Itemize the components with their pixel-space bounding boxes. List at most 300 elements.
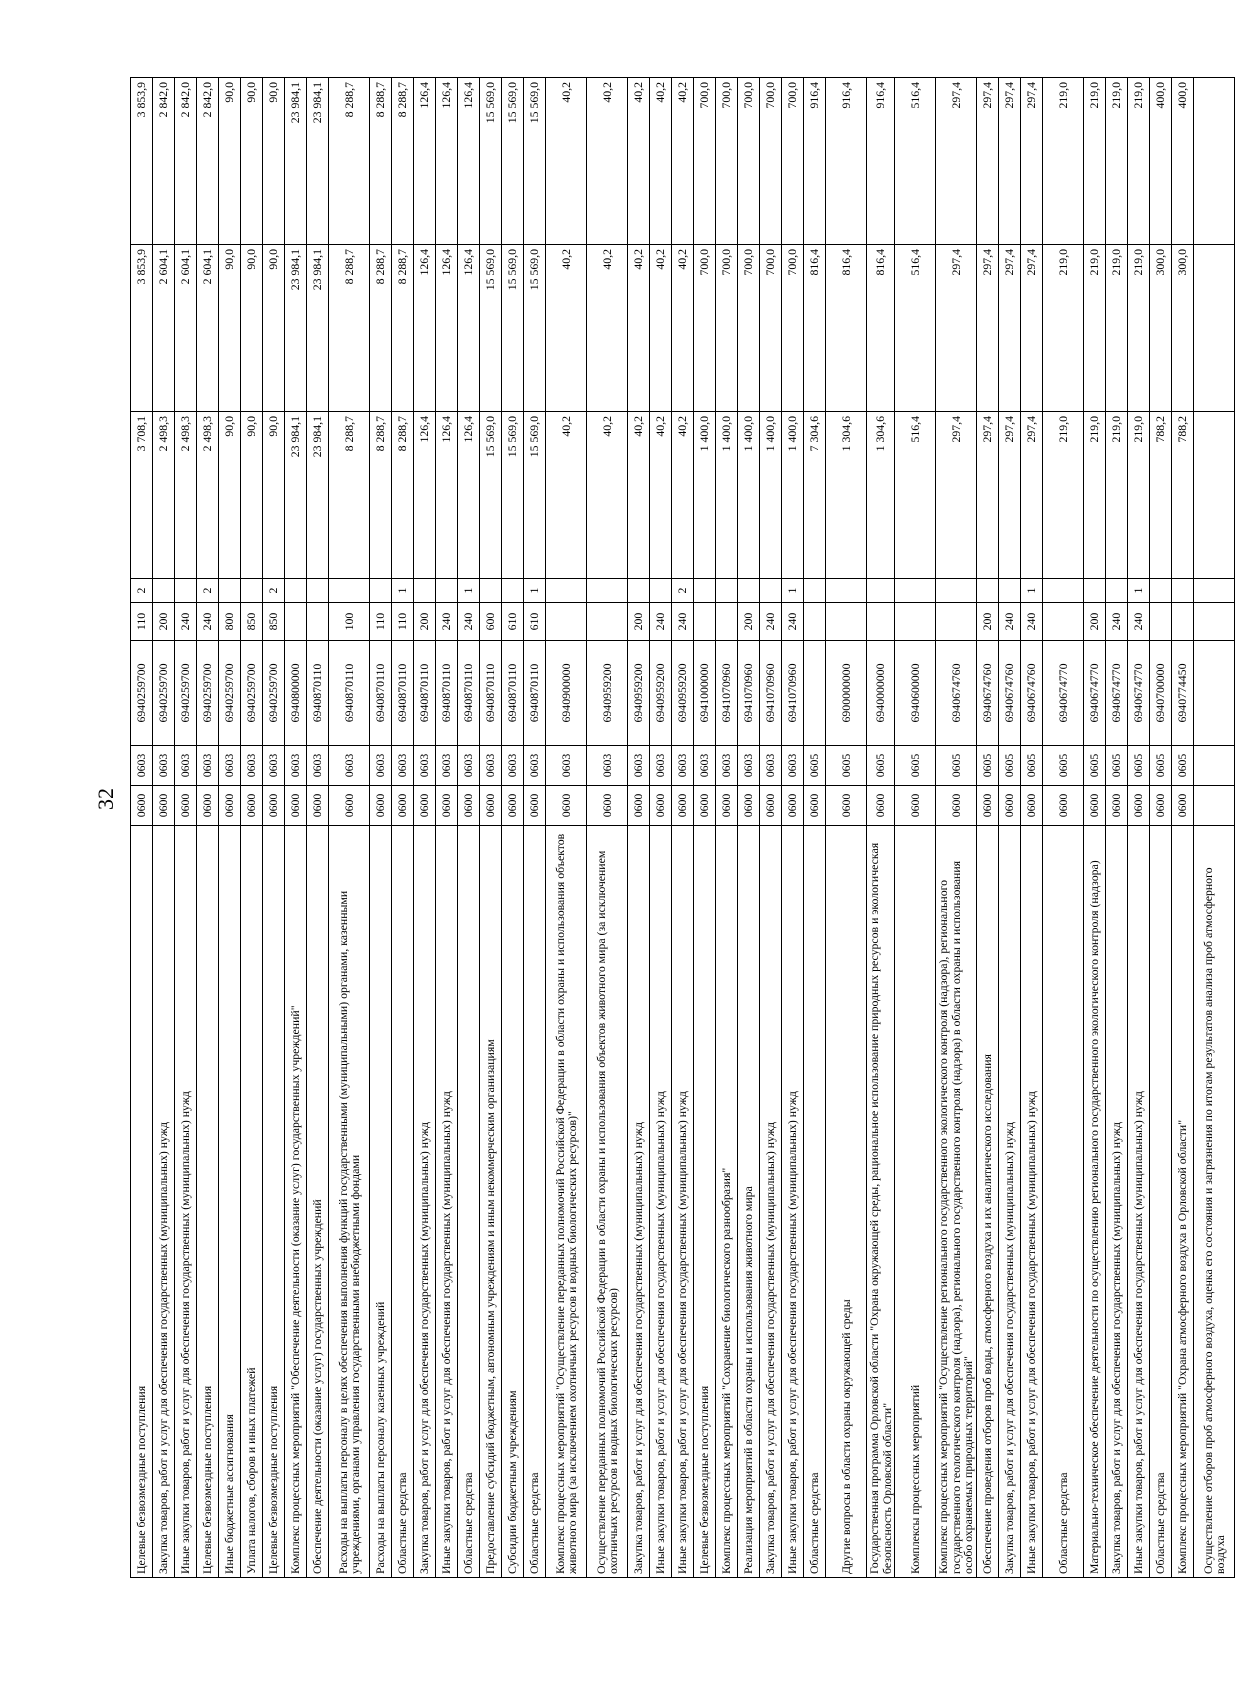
expense-type-code: [694, 603, 716, 641]
expense-type-code: 240: [1021, 603, 1043, 641]
table-row: [628, 78, 650, 1578]
table-row: [1084, 78, 1106, 1578]
amount-year-1: 15 569,0: [502, 412, 524, 579]
subsection-code: 0603: [738, 746, 760, 786]
amount-year-1: 40,2: [628, 412, 650, 579]
section-code: 0600: [826, 786, 867, 826]
amount-year-3: 219,0: [1084, 78, 1106, 245]
funds-type-code: [999, 579, 1021, 603]
amount-year-3: 700,0: [760, 78, 782, 245]
table-row: [1150, 78, 1172, 1578]
amount-year-2: 219,0: [1084, 245, 1106, 412]
amount-year-1: 297,4: [936, 412, 977, 579]
target-article-code: 6940959200: [628, 641, 650, 746]
funds-type-code: [153, 579, 175, 603]
expense-type-code: [1150, 603, 1172, 641]
section-code: 0600: [219, 786, 241, 826]
section-code: 0600: [1043, 786, 1084, 826]
table-row: [197, 78, 219, 1578]
table-row: [329, 78, 370, 1578]
section-code: 0600: [1150, 786, 1172, 826]
section-code: 0600: [197, 786, 219, 826]
section-code: 0600: [329, 786, 370, 826]
section-code: 0600: [153, 786, 175, 826]
target-article-code: 6940000000: [867, 641, 895, 746]
amount-year-2: 700,0: [738, 245, 760, 412]
table-row: [1043, 78, 1084, 1578]
section-code: 0600: [895, 786, 936, 826]
section-code: 0600: [804, 786, 826, 826]
subsection-code: 0605: [804, 746, 826, 786]
amount-year-2: 90,0: [263, 245, 285, 412]
section-code: 0600: [524, 786, 546, 826]
row-name: Закупка товаров, работ и услуг для обеспечения государственных (муниципальных) нужд: [628, 826, 650, 1578]
amount-year-2: 816,4: [826, 245, 867, 412]
expense-type-code: 200: [153, 603, 175, 641]
row-name: Иные закупки товаров, работ и услуг для обеспечения государственных (муниципальных) нужд: [672, 826, 694, 1578]
table-row: [524, 78, 546, 1578]
funds-type-code: 1: [1128, 579, 1150, 603]
funds-type-code: 2: [672, 579, 694, 603]
amount-year-2: 15 569,0: [524, 245, 546, 412]
amount-year-1: 219,0: [1043, 412, 1084, 579]
expense-type-code: [1043, 603, 1084, 641]
funds-type-code: [370, 579, 392, 603]
row-name: Иные закупки товаров, работ и услуг для обеспечения государственных (муниципальных) нужд: [1021, 826, 1043, 1578]
amount-year-3: 90,0: [219, 78, 241, 245]
target-article-code: 6940674760: [936, 641, 977, 746]
table-row: [502, 78, 524, 1578]
amount-year-3: 700,0: [716, 78, 738, 245]
expense-type-code: 200: [738, 603, 760, 641]
subsection-code: 0603: [175, 746, 197, 786]
amount-year-3: 40,2: [628, 78, 650, 245]
amount-year-3: 90,0: [263, 78, 285, 245]
section-code: 0600: [760, 786, 782, 826]
target-article-code: 6940870110: [524, 641, 546, 746]
funds-type-code: 2: [131, 579, 153, 603]
section-code: 0600: [999, 786, 1021, 826]
funds-type-code: [716, 579, 738, 603]
target-article-code: 6940800000: [285, 641, 307, 746]
target-article-code: 6940700000: [1150, 641, 1172, 746]
section-code: 0600: [263, 786, 285, 826]
amount-year-3: 8 288,7: [370, 78, 392, 245]
row-name: Закупка товаров, работ и услуг для обеспечения государственных (муниципальных) нужд: [153, 826, 175, 1578]
expense-type-code: 850: [241, 603, 263, 641]
amount-year-2: 8 288,7: [329, 245, 370, 412]
row-name: Областные средства: [524, 826, 546, 1578]
amount-year-2: 8 288,7: [370, 245, 392, 412]
subsection-code: 0603: [370, 746, 392, 786]
table-row: [760, 78, 782, 1578]
table-row: [694, 78, 716, 1578]
funds-type-code: [694, 579, 716, 603]
funds-type-code: [307, 579, 329, 603]
section-code: 0600: [716, 786, 738, 826]
target-article-code: 6940900000: [546, 641, 587, 746]
funds-type-code: 1: [392, 579, 414, 603]
amount-year-2: 15 569,0: [480, 245, 502, 412]
row-name: Областные средства: [392, 826, 414, 1578]
row-name: Целевые безвозмездные поступления: [197, 826, 219, 1578]
row-name: Закупка товаров, работ и услуг для обеспечения государственных (муниципальных) нужд: [760, 826, 782, 1578]
table-row: [1106, 78, 1128, 1578]
amount-year-1: 8 288,7: [370, 412, 392, 579]
subsection-code: 0603: [546, 746, 587, 786]
amount-year-1: 3 708,1: [131, 412, 153, 579]
section-code: [1194, 786, 1235, 826]
amount-year-3: 90,0: [241, 78, 263, 245]
section-code: 0600: [1084, 786, 1106, 826]
amount-year-1: 2 498,3: [197, 412, 219, 579]
target-article-code: 6940959200: [672, 641, 694, 746]
subsection-code: 0603: [329, 746, 370, 786]
amount-year-1: 1 400,0: [738, 412, 760, 579]
table-row: [977, 78, 999, 1578]
expense-type-code: 240: [175, 603, 197, 641]
row-name: Целевые безвозмездные поступления: [263, 826, 285, 1578]
amount-year-3: 8 288,7: [329, 78, 370, 245]
subsection-code: 0605: [867, 746, 895, 786]
funds-type-code: [587, 579, 628, 603]
amount-year-2: 297,4: [999, 245, 1021, 412]
expense-type-code: 800: [219, 603, 241, 641]
amount-year-1: [1194, 412, 1235, 579]
table-row: [219, 78, 241, 1578]
amount-year-1: 40,2: [672, 412, 694, 579]
row-name: Комплексы процессных мероприятий: [895, 826, 936, 1578]
target-article-code: 6940870110: [480, 641, 502, 746]
section-code: 0600: [587, 786, 628, 826]
row-name: Закупка товаров, работ и услуг для обеспечения государственных (муниципальных) нужд: [999, 826, 1021, 1578]
amount-year-3: 700,0: [738, 78, 760, 245]
section-code: 0600: [1172, 786, 1194, 826]
funds-type-code: 1: [782, 579, 804, 603]
subsection-code: 0603: [672, 746, 694, 786]
funds-type-code: 1: [1021, 579, 1043, 603]
expense-type-code: [1194, 603, 1235, 641]
funds-type-code: [1043, 579, 1084, 603]
row-name: Комплекс процессных мероприятий "Сохранение биологического разнообразия": [716, 826, 738, 1578]
amount-year-2: 23 984,1: [307, 245, 329, 412]
target-article-code: 6940870110: [370, 641, 392, 746]
subsection-code: 0603: [414, 746, 436, 786]
expense-type-code: [826, 603, 867, 641]
expense-type-code: [307, 603, 329, 641]
amount-year-1: 90,0: [241, 412, 263, 579]
amount-year-2: 700,0: [782, 245, 804, 412]
funds-type-code: [1150, 579, 1172, 603]
funds-type-code: [175, 579, 197, 603]
expense-type-code: [716, 603, 738, 641]
amount-year-3: 916,4: [826, 78, 867, 245]
funds-type-code: [414, 579, 436, 603]
subsection-code: 0603: [285, 746, 307, 786]
table-row: [782, 78, 804, 1578]
expense-type-code: 850: [263, 603, 285, 641]
expense-type-code: 240: [458, 603, 480, 641]
amount-year-3: 40,2: [546, 78, 587, 245]
funds-type-code: 1: [524, 579, 546, 603]
target-article-code: 6941000000: [694, 641, 716, 746]
funds-type-code: [628, 579, 650, 603]
expense-type-code: [895, 603, 936, 641]
row-name: Субсидии бюджетным учреждениям: [502, 826, 524, 1578]
funds-type-code: [738, 579, 760, 603]
amount-year-1: 90,0: [263, 412, 285, 579]
amount-year-2: [1194, 245, 1235, 412]
expense-type-code: 110: [131, 603, 153, 641]
row-name: Иные закупки товаров, работ и услуг для обеспечения государственных (муниципальных) нужд: [782, 826, 804, 1578]
table-row: [895, 78, 936, 1578]
amount-year-2: 297,4: [936, 245, 977, 412]
expense-type-code: 610: [502, 603, 524, 641]
funds-type-code: [546, 579, 587, 603]
amount-year-1: 1 304,6: [867, 412, 895, 579]
table-row: [867, 78, 895, 1578]
expense-type-code: 240: [197, 603, 219, 641]
row-name: Закупка товаров, работ и услуг для обеспечения государственных (муниципальных) нужд: [1106, 826, 1128, 1578]
table-row: [153, 78, 175, 1578]
funds-type-code: [804, 579, 826, 603]
expense-type-code: [1172, 603, 1194, 641]
row-name: Расходы на выплаты персоналу в целях обеспечения выполнения функций государственными (муниципальными) органами, казенными учреждениями, органами управления государственными внебюджетными фондами: [329, 826, 370, 1578]
subsection-code: 0603: [587, 746, 628, 786]
section-code: 0600: [782, 786, 804, 826]
subsection-code: 0605: [977, 746, 999, 786]
section-code: 0600: [672, 786, 694, 826]
funds-type-code: [241, 579, 263, 603]
expense-type-code: 240: [1128, 603, 1150, 641]
subsection-code: 0605: [1128, 746, 1150, 786]
row-name: Уплата налогов, сборов и иных платежей: [241, 826, 263, 1578]
funds-type-code: 1: [458, 579, 480, 603]
expense-type-code: [285, 603, 307, 641]
table-row: [307, 78, 329, 1578]
subsection-code: 0603: [480, 746, 502, 786]
subsection-code: 0605: [895, 746, 936, 786]
amount-year-1: 1 400,0: [694, 412, 716, 579]
target-article-code: 6940259700: [197, 641, 219, 746]
subsection-code: 0603: [502, 746, 524, 786]
expense-type-code: 240: [436, 603, 458, 641]
section-code: 0600: [436, 786, 458, 826]
subsection-code: 0603: [263, 746, 285, 786]
amount-year-1: 219,0: [1128, 412, 1150, 579]
row-name: Закупка товаров, работ и услуг для обеспечения государственных (муниципальных) нужд: [414, 826, 436, 1578]
table-row: [241, 78, 263, 1578]
row-name: Целевые безвозмездные поступления: [694, 826, 716, 1578]
expense-type-code: 240: [1106, 603, 1128, 641]
section-code: 0600: [307, 786, 329, 826]
subsection-code: 0603: [694, 746, 716, 786]
table-row: [804, 78, 826, 1578]
funds-type-code: [219, 579, 241, 603]
amount-year-3: 516,4: [895, 78, 936, 245]
subsection-code: 0603: [131, 746, 153, 786]
section-code: 0600: [1128, 786, 1150, 826]
amount-year-2: 816,4: [867, 245, 895, 412]
expense-type-code: 240: [650, 603, 672, 641]
expense-type-code: 110: [392, 603, 414, 641]
section-code: 0600: [414, 786, 436, 826]
expense-type-code: 600: [480, 603, 502, 641]
table-row: [716, 78, 738, 1578]
subsection-code: 0603: [782, 746, 804, 786]
amount-year-1: 516,4: [895, 412, 936, 579]
table-row: [999, 78, 1021, 1578]
expense-type-code: 200: [977, 603, 999, 641]
table-row: [587, 78, 628, 1578]
row-name: Областные средства: [804, 826, 826, 1578]
amount-year-3: 126,4: [414, 78, 436, 245]
target-article-code: 6940870110: [329, 641, 370, 746]
table-row: [738, 78, 760, 1578]
target-article-code: 6940674770: [1043, 641, 1084, 746]
amount-year-2: 15 569,0: [502, 245, 524, 412]
amount-year-2: 40,2: [546, 245, 587, 412]
funds-type-code: [867, 579, 895, 603]
amount-year-3: 15 569,0: [480, 78, 502, 245]
subsection-code: 0603: [436, 746, 458, 786]
amount-year-3: 219,0: [1106, 78, 1128, 245]
amount-year-2: 297,4: [1021, 245, 1043, 412]
funds-type-code: [285, 579, 307, 603]
target-article-code: 6900000000: [826, 641, 867, 746]
section-code: 0600: [175, 786, 197, 826]
row-name: Расходы на выплаты персоналу казенных учреждений: [370, 826, 392, 1578]
funds-type-code: [329, 579, 370, 603]
funds-type-code: [760, 579, 782, 603]
amount-year-1: 1 400,0: [760, 412, 782, 579]
table-row: [546, 78, 587, 1578]
table-body: [131, 78, 1235, 1578]
amount-year-1: 40,2: [587, 412, 628, 579]
amount-year-1: 8 288,7: [392, 412, 414, 579]
subsection-code: [1194, 746, 1235, 786]
target-article-code: 6940259700: [131, 641, 153, 746]
target-article-code: 6940674770: [1084, 641, 1106, 746]
target-article-code: 6940870110: [458, 641, 480, 746]
target-article-code: 6940870110: [502, 641, 524, 746]
subsection-code: 0603: [650, 746, 672, 786]
amount-year-3: 297,4: [1021, 78, 1043, 245]
target-article-code: 6940870110: [307, 641, 329, 746]
section-code: 0600: [392, 786, 414, 826]
amount-year-3: 40,2: [650, 78, 672, 245]
expense-type-code: 110: [370, 603, 392, 641]
amount-year-1: 788,2: [1150, 412, 1172, 579]
amount-year-2: 700,0: [760, 245, 782, 412]
table-row: [458, 78, 480, 1578]
subsection-code: 0605: [936, 746, 977, 786]
table-row: [392, 78, 414, 1578]
table-row: [370, 78, 392, 1578]
amount-year-1: 788,2: [1172, 412, 1194, 579]
amount-year-3: 40,2: [672, 78, 694, 245]
amount-year-3: 400,0: [1172, 78, 1194, 245]
section-code: 0600: [546, 786, 587, 826]
table-row: [1194, 78, 1235, 1578]
section-code: 0600: [738, 786, 760, 826]
target-article-code: 6940870110: [392, 641, 414, 746]
amount-year-1: 1 400,0: [716, 412, 738, 579]
subsection-code: 0605: [1150, 746, 1172, 786]
section-code: 0600: [694, 786, 716, 826]
row-name: Иные закупки товаров, работ и услуг для обеспечения государственных (муниципальных) нужд: [175, 826, 197, 1578]
subsection-code: 0605: [1084, 746, 1106, 786]
table-row: [175, 78, 197, 1578]
section-code: 0600: [502, 786, 524, 826]
target-article-code: [804, 641, 826, 746]
amount-year-1: 2 498,3: [153, 412, 175, 579]
amount-year-1: 90,0: [219, 412, 241, 579]
funds-type-code: [936, 579, 977, 603]
target-article-code: 6940870110: [414, 641, 436, 746]
row-name: Областные средства: [1150, 826, 1172, 1578]
amount-year-2: 126,4: [458, 245, 480, 412]
row-name: Государственная программа Орловской области "Охрана окружающей среды, рациональное использование природных ресурсов и экологическая безопасность Орловской области": [867, 826, 895, 1578]
funds-type-code: [1172, 579, 1194, 603]
amount-year-3: 8 288,7: [392, 78, 414, 245]
table-row: [1021, 78, 1043, 1578]
section-code: 0600: [131, 786, 153, 826]
subsection-code: 0603: [458, 746, 480, 786]
amount-year-3: 297,4: [999, 78, 1021, 245]
amount-year-2: 40,2: [587, 245, 628, 412]
amount-year-3: 297,4: [936, 78, 977, 245]
row-name: Областные средства: [458, 826, 480, 1578]
amount-year-2: 126,4: [414, 245, 436, 412]
amount-year-2: 90,0: [241, 245, 263, 412]
expense-type-code: 240: [672, 603, 694, 641]
amount-year-3: 15 569,0: [524, 78, 546, 245]
section-code: 0600: [867, 786, 895, 826]
section-code: 0600: [370, 786, 392, 826]
table-row: [1172, 78, 1194, 1578]
funds-type-code: [1084, 579, 1106, 603]
row-name: Обеспечение проведения отборов проб воды, атмосферного воздуха и их аналитического исследования: [977, 826, 999, 1578]
amount-year-1: 219,0: [1084, 412, 1106, 579]
amount-year-2: 300,0: [1172, 245, 1194, 412]
amount-year-2: 2 604,1: [197, 245, 219, 412]
table-row: [285, 78, 307, 1578]
expense-type-code: [936, 603, 977, 641]
amount-year-3: 126,4: [458, 78, 480, 245]
amount-year-1: 15 569,0: [480, 412, 502, 579]
amount-year-2: 90,0: [219, 245, 241, 412]
amount-year-2: 219,0: [1128, 245, 1150, 412]
amount-year-2: 300,0: [1150, 245, 1172, 412]
amount-year-3: 2 842,0: [153, 78, 175, 245]
subsection-code: 0603: [760, 746, 782, 786]
target-article-code: 6940674770: [1106, 641, 1128, 746]
target-article-code: 6940674770: [1128, 641, 1150, 746]
table-row: [1128, 78, 1150, 1578]
rotated-table-container: [130, 78, 1227, 1578]
amount-year-2: 40,2: [672, 245, 694, 412]
target-article-code: 6941070960: [760, 641, 782, 746]
amount-year-2: 219,0: [1043, 245, 1084, 412]
amount-year-1: 297,4: [1021, 412, 1043, 579]
row-name: Иные закупки товаров, работ и услуг для обеспечения государственных (муниципальных) нужд: [650, 826, 672, 1578]
budget-table: [130, 77, 1235, 1578]
section-code: 0600: [1021, 786, 1043, 826]
amount-year-1: 1 304,6: [826, 412, 867, 579]
amount-year-3: 3 853,9: [131, 78, 153, 245]
target-article-code: 6940959200: [650, 641, 672, 746]
